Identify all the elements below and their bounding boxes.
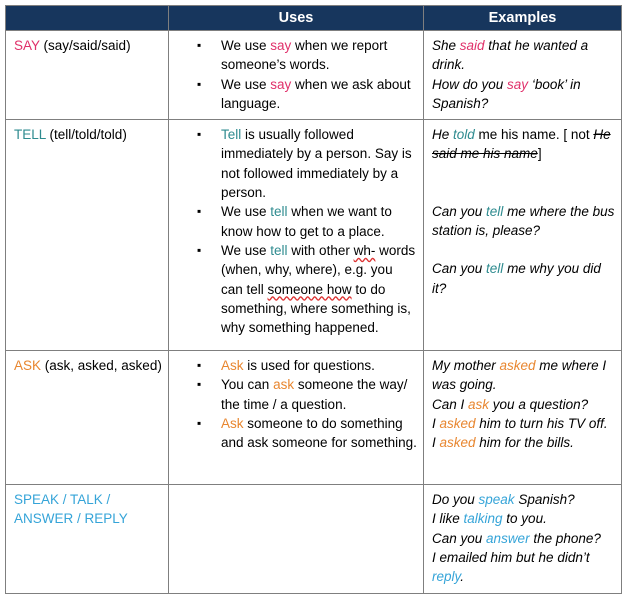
say-example: She said that he wanted a drink. [432, 38, 589, 73]
row-ask [6, 351, 622, 485]
tell-use-item: ▪ Tell is usually followed immediately by a person. Say is not followed immediately by a person. [177, 125, 417, 202]
ask-use-item: ▪ Ask is used for questions. [177, 356, 417, 375]
tell-use-item: ▪ We use tell when we want to know how to get to a place. [177, 202, 417, 241]
header-blank [6, 6, 169, 31]
header-uses: Uses [169, 6, 424, 31]
speak-uses [169, 485, 424, 593]
ask-uses [169, 351, 424, 485]
speak-example: Do you speak Spanish? [432, 492, 575, 508]
ask-examples [424, 351, 622, 485]
tell-keyword: TELL [14, 127, 46, 143]
ask-use-item: ▪ You can ask someone the way/ the time / a question. [177, 375, 417, 414]
tell-use-item: ▪ We use tell with other wh- words (when, why, where), e.g. you can tell someone how to do something, where something is, why something happened. [177, 241, 417, 337]
say-uses [169, 31, 424, 120]
tell-examples [424, 120, 622, 351]
row-say [6, 31, 622, 120]
speak-example: Can you answer the phone? [432, 530, 601, 546]
tell-example: Can you tell me why you did it? [432, 261, 601, 296]
header-examples: Examples [424, 6, 622, 31]
speak-example: I emailed him but he didn’t reply. [432, 550, 590, 585]
say-example: How do you say ‘book’ in Spanish? [432, 76, 581, 111]
ask-use-item: ▪ Ask someone to do something and ask someone for something. [177, 414, 417, 453]
say-label [6, 31, 169, 120]
ask-example: Can I ask you a question? [432, 396, 589, 412]
ask-example: I asked him to turn his TV off. [432, 416, 608, 432]
tell-label [6, 120, 169, 351]
tell-uses [169, 120, 424, 351]
row-speak [6, 485, 622, 593]
speak-label [6, 485, 169, 593]
speak-example: I like talking to you. [432, 511, 547, 527]
tell-example: He told me his name. [ not He said me his name] [432, 127, 611, 162]
speak-examples [424, 485, 622, 593]
speak-keyword-line2: ANSWER / REPLY [14, 511, 128, 527]
say-forms: (say/said/said) [39, 38, 131, 53]
say-use-item: ▪ We use say when we report someone’s words. [177, 36, 417, 75]
tell-forms: (tell/told/told) [45, 127, 127, 143]
tell-example: Can you tell me where the bus station is, please? [432, 203, 615, 239]
say-examples [424, 31, 622, 120]
say-use-item: ▪ We use say when we ask about language. [177, 75, 417, 114]
ask-example: My mother asked me where I was going. [432, 358, 607, 393]
speak-keyword-line1: SPEAK / TALK / [14, 492, 111, 508]
incorrect-example: He said me his name [432, 127, 611, 162]
ask-label [6, 351, 169, 485]
row-tell [6, 120, 622, 351]
ask-forms: (ask, asked, asked) [41, 358, 162, 374]
ask-example: I asked him for the bills. [432, 435, 574, 451]
ask-keyword: ASK [14, 358, 42, 374]
header-row [6, 6, 622, 31]
verbs-table [5, 5, 622, 594]
say-keyword: SAY [14, 38, 40, 53]
